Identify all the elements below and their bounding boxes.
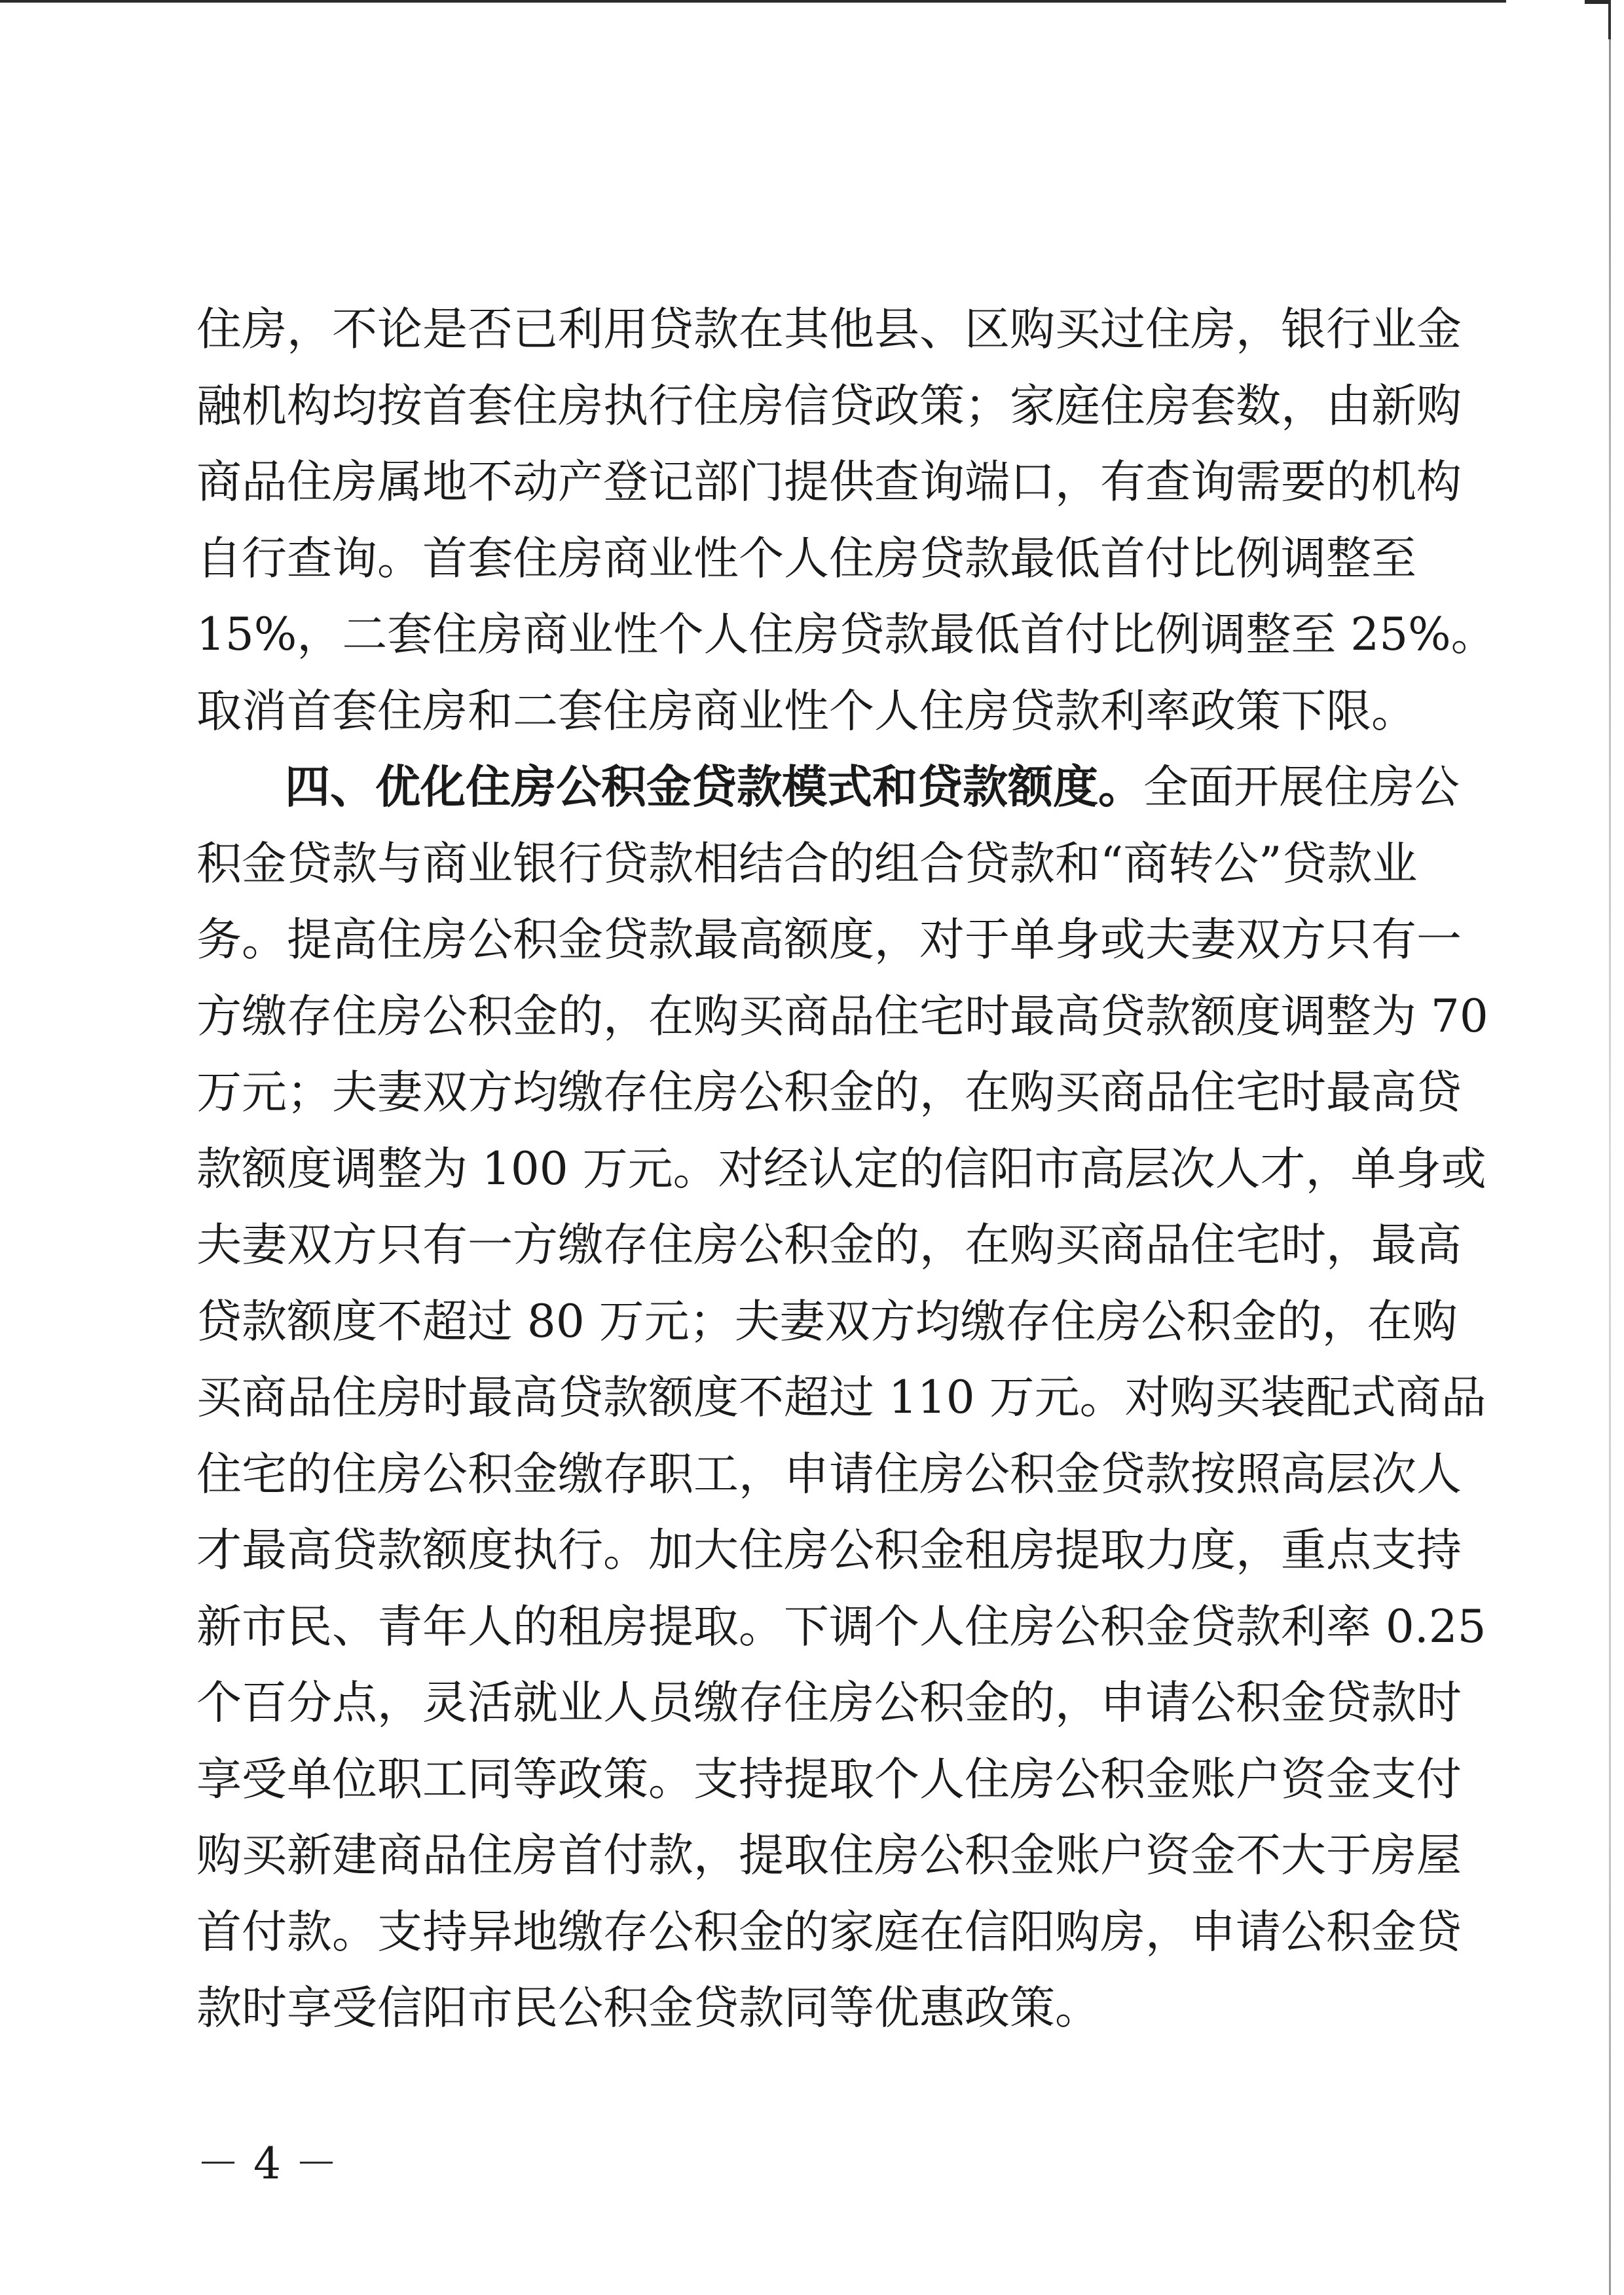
- text-line: 贷款额度不超过 80 万元；夫妻双方均缴存住房公积金的，在购: [196, 1295, 1458, 1348]
- text-line: 买商品住房时最高贷款额度不超过 110 万元。对购买装配式商品: [196, 1371, 1486, 1424]
- scan-corner-mark: [1585, 0, 1611, 39]
- text-line: 务。提高住房公积金贷款最高额度，对于单身或夫妻双方只有一: [196, 914, 1462, 966]
- text-line: 享受单位职工同等政策。支持提取个人住房公积金账户资金支付: [196, 1753, 1462, 1806]
- text-line: 自行查询。首套住房商业性个人住房贷款最低首付比例调整至: [196, 532, 1416, 585]
- text-line: 首付款。支持异地缴存公积金的家庭在信阳购房，申请公积金贷: [196, 1905, 1462, 1958]
- text-line: 商品住房属地不动产登记部门提供查询端口，有查询需要的机构: [196, 456, 1462, 508]
- text-line: 融机构均按首套住房执行住房信贷政策；家庭住房套数，由新购: [196, 379, 1462, 432]
- text-line: 万元；夫妻双方均缴存住房公积金的，在购买商品住宅时最高贷: [196, 1066, 1462, 1119]
- section-heading: 四、优化住房公积金贷款模式和贷款额度。: [285, 761, 1143, 813]
- text-line: 款时享受信阳市民公积金贷款同等优惠政策。: [196, 1982, 1100, 2034]
- text-line: 夫妻双方只有一方缴存住房公积金的，在购买商品住宅时，最高: [196, 1219, 1462, 1271]
- scan-edge-right: [1609, 0, 1611, 2295]
- text-line: 取消首套住房和二套住房商业性个人住房贷款利率政策下限。: [196, 684, 1416, 737]
- document-body: [196, 291, 1496, 2047]
- text-line: 住宅的住房公积金缴存职工，申请住房公积金贷款按照高层次人: [196, 1447, 1462, 1501]
- text-line: 款额度调整为 100 万元。对经认定的信阳市高层次人才，单身或: [196, 1142, 1486, 1195]
- scan-edge-top: [0, 0, 1506, 3]
- text-line: 15%，二套住房商业性个人住房贷款最低首付比例调整至 25%。: [196, 608, 1496, 661]
- text-line: 才最高贷款额度执行。加大住房公积金租房提取力度，重点支持: [196, 1524, 1462, 1577]
- section-first-line: [196, 749, 1460, 826]
- text-line: 积金贷款与商业银行贷款相结合的组合贷款和“商转公”贷款业: [196, 837, 1418, 890]
- text-line: 住房，不论是否已利用贷款在其他县、区购买过住房，银行业金: [196, 303, 1462, 356]
- section-first-line-text: 全面开展住房公: [1143, 761, 1460, 813]
- text-line: 个百分点，灵活就业人员缴存住房公积金的，申请公积金贷款时: [196, 1677, 1462, 1729]
- page-number: － 4 －: [196, 2138, 338, 2189]
- text-line: 新市民、青年人的租房提取。下调个人住房公积金贷款利率 0.25: [196, 1600, 1486, 1653]
- text-line: 方缴存住房公积金的，在购买商品住宅时最高贷款额度调整为 70: [196, 990, 1488, 1043]
- text-line: 购买新建商品住房首付款，提取住房公积金账户资金不大于房屋: [196, 1829, 1462, 1882]
